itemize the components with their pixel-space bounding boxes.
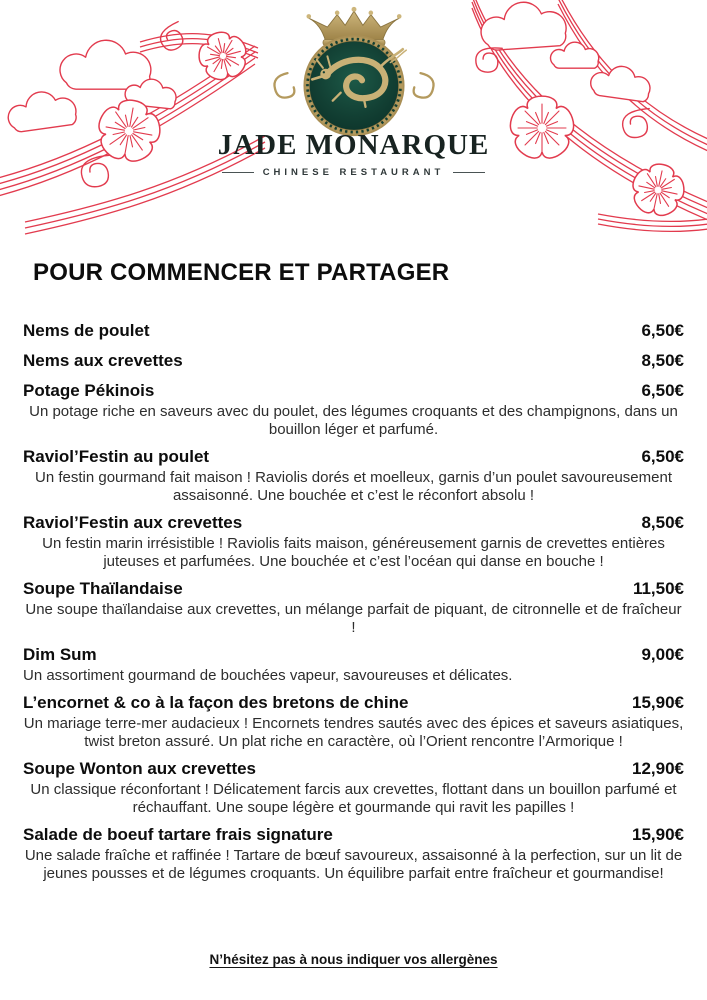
menu-item: [23, 825, 684, 883]
menu-list: [0, 321, 707, 883]
dish-description: Une soupe thaïlandaise aux crevettes, un mélange parfait de piquant, de citronnelle et de fraîcheur !: [25, 601, 682, 636]
menu-item: [23, 645, 684, 685]
menu-item-row: [23, 513, 684, 532]
dish-name: Salade de boeuf tartare frais signature: [23, 825, 333, 844]
dish-price: 15,90€: [632, 825, 684, 844]
dish-price: 8,50€: [641, 513, 684, 532]
menu-item: [23, 579, 684, 637]
tagline-dash-left: [222, 172, 254, 173]
dish-price: 8,50€: [641, 351, 684, 370]
menu-item: [23, 693, 684, 751]
dish-description: Un assortiment gourmand de bouchées vapeur, savoureuses et délicates.: [23, 667, 513, 684]
dish-description: Une salade fraîche et raffinée ! Tartare de bœuf savoureux, assaisonné à la perfection, sur un lit de jeunes pousses et de légumes croquants. Un équilibre parfait entre fraîcheur et gourmandise!: [24, 847, 683, 882]
dish-description: Un classique réconfortant ! Délicatement farcis aux crevettes, flottant dans un bouillon parfumé et réchauffant. Une soupe légère et gourmande qui ravit les papilles !: [30, 781, 677, 816]
menu-item-row: [23, 579, 684, 598]
dragon-crown-emblem-icon: [254, 4, 454, 137]
tagline-text: CHINESE RESTAURANT: [262, 167, 445, 178]
dish-name: Raviol’Festin au poulet: [23, 447, 210, 466]
menu-item: [23, 381, 684, 439]
menu-item: [23, 351, 684, 370]
dish-price: 6,50€: [641, 321, 684, 340]
menu-item: [23, 513, 684, 571]
dish-price: 12,90€: [632, 759, 684, 778]
dish-price: 11,50€: [632, 579, 684, 598]
dish-name: Raviol’Festin aux crevettes: [23, 513, 243, 532]
menu-item: [23, 759, 684, 817]
menu-item: [23, 447, 684, 505]
menu-item-row: [23, 825, 684, 844]
dish-price: 15,90€: [632, 693, 684, 712]
menu-item-row: [23, 321, 684, 340]
menu-item-row: [23, 351, 684, 370]
dish-description: Un potage riche en saveurs avec du poulet, des légumes croquants et des champignons, dans un bouillon léger et parfumé.: [29, 403, 678, 438]
dish-name: Dim Sum: [23, 645, 97, 664]
dish-price: 6,50€: [641, 447, 684, 466]
dish-name: L’encornet & co à la façon des bretons de chine: [23, 693, 409, 712]
menu-item: [23, 321, 684, 340]
dish-description: Un festin gourmand fait maison ! Raviolis dorés et moelleux, garnis d’un poulet savoureusement assaisonné. Une bouchée et c’est le réconfort absolu !: [34, 469, 672, 504]
menu-item-row: [23, 693, 684, 712]
dish-name: Soupe Wonton aux crevettes: [23, 759, 257, 778]
restaurant-name: JADE MONARQUE: [217, 129, 490, 161]
dish-name: Potage Pékinois: [23, 381, 155, 400]
dish-description: Un mariage terre-mer audacieux ! Encornets tendres sautés avec des épices et saveurs asiatiques, twist breton assuré. Un plat riche en caractère, où l’Orient rencontre l’Armorique !: [23, 715, 684, 750]
section-title: POUR COMMENCER ET PARTAGER: [33, 259, 450, 286]
dish-name: Nems aux crevettes: [23, 351, 183, 370]
tagline-dash-right: [453, 172, 485, 173]
dish-name: Nems de poulet: [23, 321, 150, 340]
restaurant-logo: [204, 4, 504, 178]
dish-name: Soupe Thaïlandaise: [23, 579, 183, 598]
menu-item-row: [23, 447, 684, 466]
dish-price: 6,50€: [641, 381, 684, 400]
menu-item-row: [23, 759, 684, 778]
dish-price: 9,00€: [641, 645, 684, 664]
menu-item-row: [23, 381, 684, 400]
menu-header: [0, 0, 707, 245]
menu-item-row: [23, 645, 684, 664]
restaurant-tagline: [204, 167, 504, 178]
dish-description: Un festin marin irrésistible ! Raviolis faits maison, généreusement garnis de crevettes entières juteuses et parfumées. Une bouchée et c’est l’océan qui danse en bouche !: [42, 535, 665, 570]
allergen-note: N’hésitez pas à nous indiquer vos allergènes: [209, 952, 498, 967]
